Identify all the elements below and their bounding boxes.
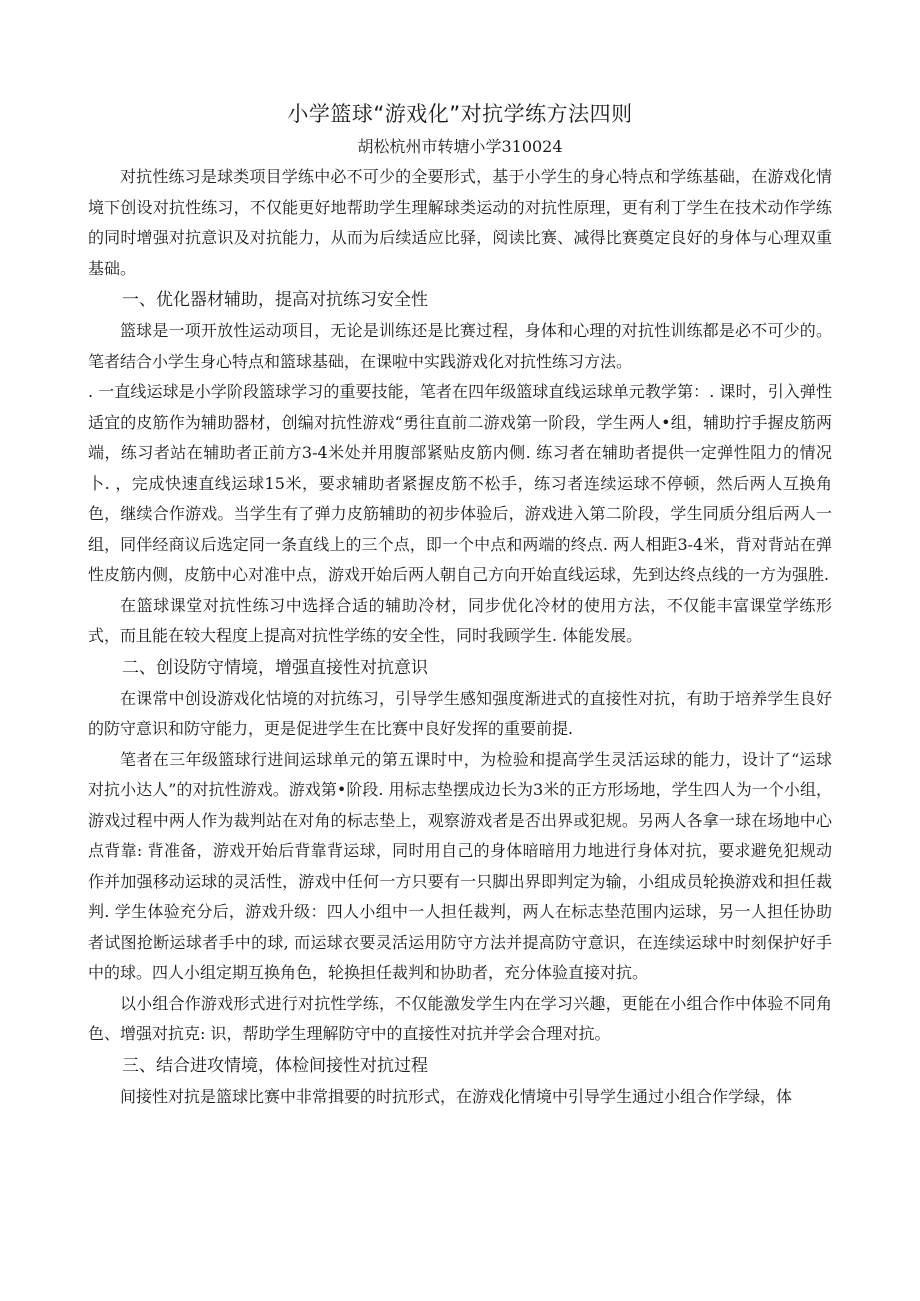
section-1-paragraph-3: 在篮球课堂对抗性练习中选择合适的辅助冷材，同步优化冷材的使用方法，不仅能丰富课堂学练形式，而且能在较大程度上提高对抗性学练的安全性，同时我顾学生. 体能发展。 xyxy=(88,595,832,645)
section-2-paragraph-1: 在课常中创设游戏化怙境的对抗练习，引导学生感知强度渐进式的直接性对抗，有助于培养学生良好的防守意识和防守能力，更是促进学生在比赛中良好发挥的重要前提. xyxy=(88,688,832,738)
section-1-paragraph-2: . 一直线运球是小学阶段篮球学习的重要技能，笔者在四年级篮球直线运球单元教学第：. 课时，引入弹性适宜的皮筋作为辅助器材，创编对抗性游戏“勇往直前二游戏第一阶段，学生两人•组，辅助拧手握皮筋两端，练习者站在辅助者正前方3-4米处并用腹部紧贴皮筋内侧. 练习者在辅助者提供一定弹性阻力的情况卜. ，完成快速直线运球15米，要求辅助者紧握皮筋不松手，练习者连续运球不停顿，然后两人互换角色，继续合作游戏。当学生有了弹力皮筋辅助的初步体验后，游戏进入第二阶段，学生同质分组后两人一组，同伴经商议后选定同一条直线上的三个点，即一个中点和两端的终点. 两人相距3-4米，背对背站在弹性皮筋内侧，皮筋中心对准中点，游戏开始后两人朝自己方向开始直线运球，先到达终点线的一方为强胜. xyxy=(88,382,832,584)
section-2-paragraph-3: 以小组合作游戏形式进行对抗性学练，不仅能激发学生内在学习兴趣，更能在小组合作中体验不同角色、增强对抗克: 识，帮助学生理解防守中的直接性对抗并学会合理对抗。 xyxy=(88,993,832,1043)
section-1-paragraph-1: 篮球是一项开放性运动项目，无论是训练还是比赛过程，身体和心理的对抗性训练都是必不可少的。笔者结合小学生身心特点和篮球基础，在课啦中实践游戏化对抗性练习方法。 xyxy=(88,321,832,371)
section-2-paragraph-2: 笔者在三年级篮球行进间运球单元的第五课时中，为检验和提高学生灵活运球的能力，设计了“运球对抗小达人”的对抗性游戏。游戏第•阶段. 用标志垫摆成边长为3米的正方形场地，学生四人为一个小组，游戏过程中两人作为裁判站在对角的标志垫上，观察游戏者是否出界或犯规。另两人各拿一球在场地中心点背靠: 背准备，游戏开始后背靠背运球，同时用自己的身体暗暗用力地进行身体对抗，要求避免犯规动作并加强移动运球的灵活性，游戏中任何一方只要有一只脚出界即判定为输，小组成员轮换游戏和担任裁判. 学生体验充分后，游戏升级：四人小组中一人担任裁判，两人在标志垫范围内运球，另一人担任协助者试图抢断运球者手中的球, 而运球衣要灵活运用防守方法并提高防守意识，在连续运球中时刻保护好手中的球。四人小组定期互换角色，轮换担任裁判和协助者，充分体验直接对抗。 xyxy=(88,749,832,982)
section-3-paragraph-1: 间接性对抗是篮球比赛中非常揖要的时抗形式，在游戏化情境中引导学生通过小组合作学绿，体 xyxy=(120,1086,793,1106)
intro-paragraph: 对抗性练习是球类项目学练中必不可少的全要形式，基于小学生的身心特点和学练基础，在游戏化情境下创设对抗性练习，不仅能更好地帮助学生理解球类运动的对抗性原理，更有利丁学生在技术动作学练的同时增强对抗意识及对抗能力，从而为后续适应比驿，阅读比赛、减得比赛奠定良好的身体与心理双重基础。 xyxy=(88,167,832,278)
section-heading-3: 三、结合进攻情境，体检间接性对抗过程 xyxy=(122,1055,428,1076)
document-title: 小学篮球“游戏化”对抗学练方法四则 xyxy=(287,102,633,126)
section-heading-2: 二、创设防守情境，增强直接性对抗意识 xyxy=(122,657,428,678)
author-line: 胡松杭州市转塘小学310024 xyxy=(357,137,563,156)
section-heading-1: 一、优化器材辅助，提高对抗练习安全性 xyxy=(122,290,428,310)
